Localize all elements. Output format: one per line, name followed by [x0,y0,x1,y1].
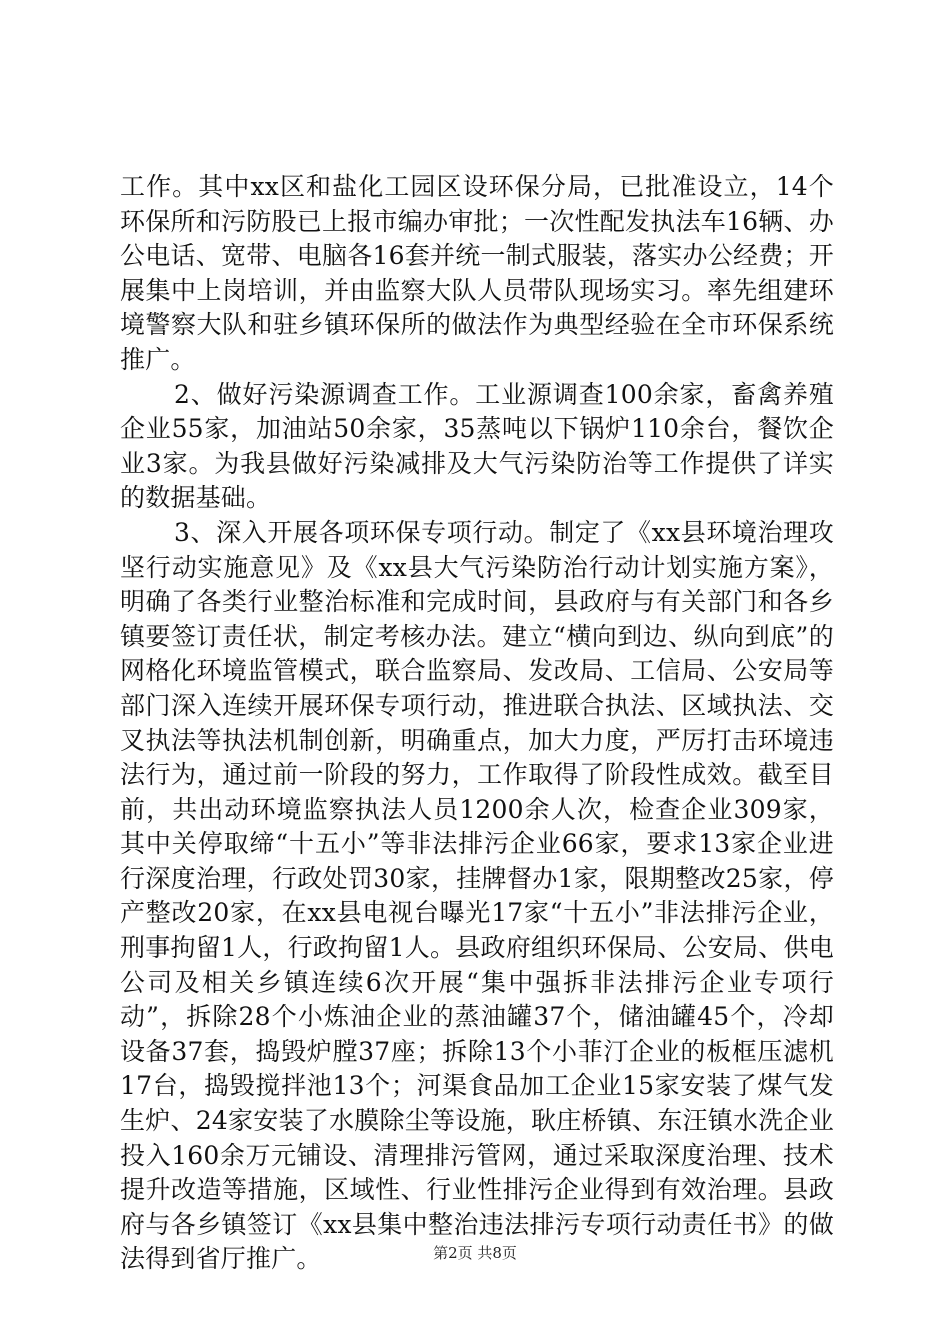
paragraph-2: 2、做好污染源调查工作。工业源调查100余家，畜禽养殖企业55家，加油站50余家，35蒸吨以下锅炉110余台，餐饮企业3家。为我县做好污染减排及大气污染防治等工作提供了详实的数据基础。 [120,379,834,513]
document-body [120,170,834,1277]
page-number-footer: 第2页 共8页 [433,1244,517,1262]
paragraph-1: 工作。其中xx区和盐化工园区设环保分局，已批准设立，14个环保所和污防股已上报市编办审批；一次性配发执法车16辆、办公电话、宽带、电脑各16套并统一制式服装，落实办公经费；开展集中上岗培训，并由监察大队人员带队现场实习。率先组建环境警察大队和驻乡镇环保所的做法作为典型经验在全市环保系统推广。 [120,172,834,374]
paragraph-3: 3、深入开展各项环保专项行动。制定了《xx县环境治理攻坚行动实施意见》及《xx县大气污染防治行动计划实施方案》，明确了各类行业整治标准和完成时间，县政府与有关部门和各乡镇要签订责任状，制定考核办法。建立“横向到边、纵向到底”的网格化环境监管模式，联合监察局、发改局、工信局、公安局等部门深入连续开展环保专项行动，推进联合执法、区域执法、交叉执法等执法机制创新，明确重点，加大力度，严厉打击环境违法行为，通过前一阶段的努力，工作取得了阶段性成效。截至目前，共出动环境监察执法人员1200余人次，检查企业309家，其中关停取缔“十五小”等非法排污企业66家，要求13家企业进行深度治理，行政处罚30家，挂牌督办1家，限期整改25家，停产整改20家，在xx县电视台曝光17家“十五小”非法排污企业，刑事拘留1人，行政拘留1人。县政府组织环保局、公安局、供电公司及相关乡镇连续6次开展“集中强拆非法排污企业专项行动”，拆除28个小炼油企业的蒸油罐37个，储油罐45个，冷却设备37套，捣毁炉膛37座；拆除13个小菲汀企业的板框压滤机17台，捣毁搅拌池13个；河渠食品加工企业15家安装了煤气发生炉、24家安装了水膜除尘等设施，耿庄桥镇、东汪镇水洗企业投入160余万元铺设、清理排污管网，通过采取深度治理、技术提升改造等措施，区域性、行业性排污企业得到有效治理。县政府与各乡镇签订《xx县集中整治违法排污专项行动责任书》的做法得到省厅推广。 [120,517,834,1274]
